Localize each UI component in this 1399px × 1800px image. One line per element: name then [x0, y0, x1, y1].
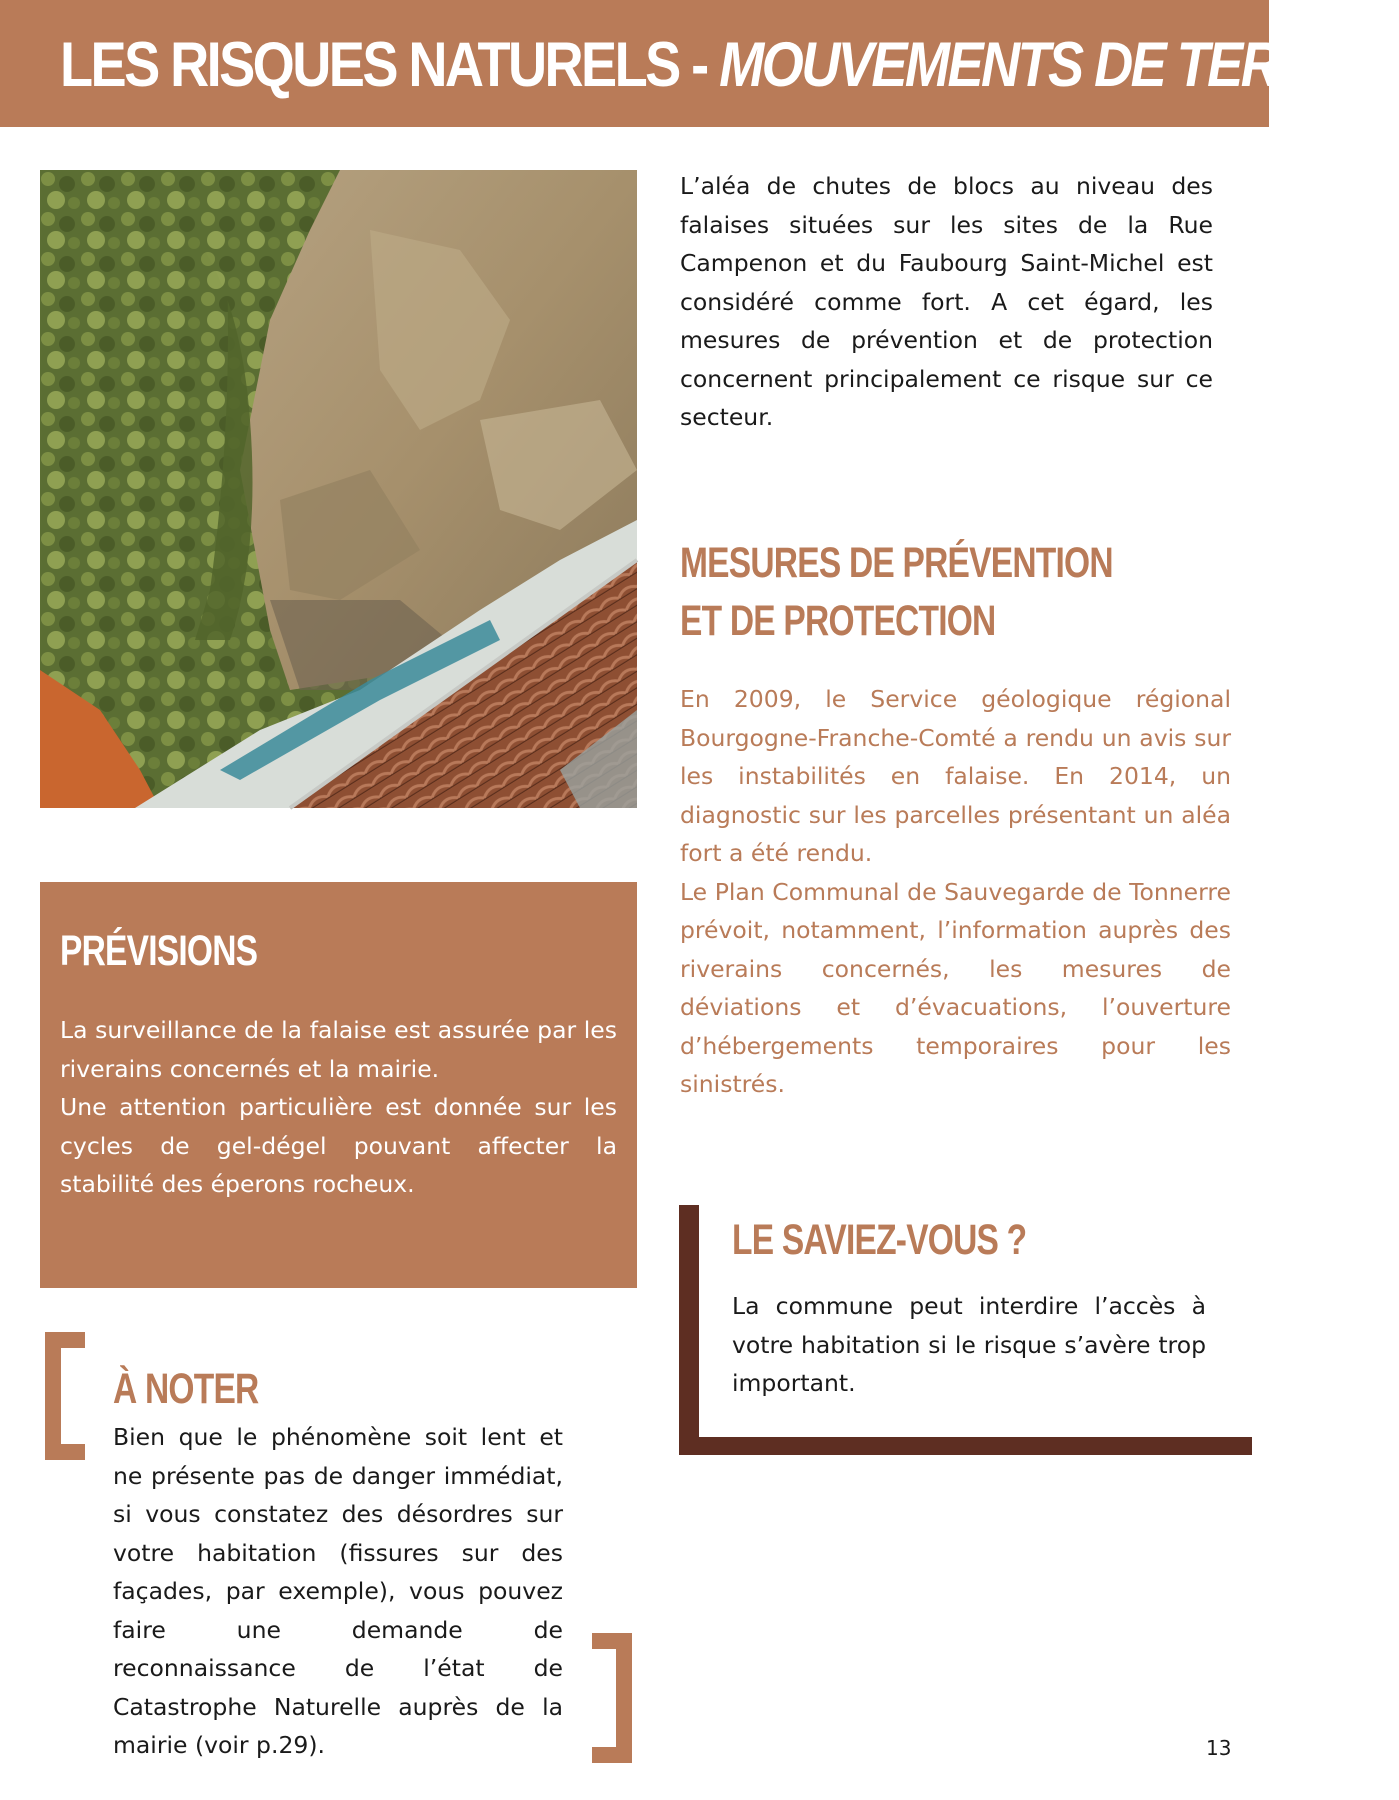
mesures-paragraph-1: En 2009, le Service géologique régional Bourgogne-Franche-Comté a rendu un avis sur les instabilités en falaise. En 2014, un diagnostic sur les parcelles présentant un aléa fort a été rendu. [680, 685, 1231, 867]
cliff-photo [40, 170, 637, 808]
mesures-title-line1: MESURES DE PRÉVENTION [680, 539, 1113, 587]
title-italic: MOUVEMENTS DE TERRAIN [719, 30, 1399, 100]
close-bracket-icon [592, 1633, 632, 1763]
page-header-banner [0, 0, 1399, 127]
previsions-title: PRÉVISIONS [60, 927, 258, 975]
page-number: 13 [1206, 1736, 1232, 1760]
previsions-box [40, 882, 637, 1288]
a-noter-title: À NOTER [113, 1365, 259, 1413]
open-bracket-icon [45, 1332, 85, 1460]
saviez-vous-bracket-horizontal [679, 1437, 1252, 1455]
previsions-paragraph-1: La surveillance de la falaise est assurée par les riverains concernés et la mairie. [60, 1016, 617, 1083]
saviez-vous-text: La commune peut interdire l’accès à votre habitation si le risque s’avère trop important. [732, 1292, 1206, 1397]
intro-paragraph: L’aléa de chutes de blocs au niveau des falaises situées sur les sites de la Rue Campenon et du Faubourg Saint-Michel est considéré comme fort. A cet égard, les mesures de prévention et de protection concernent principalement ce risque sur ce secteur. [680, 172, 1213, 431]
mesures-section-body [680, 680, 1231, 1104]
mesures-title-line2: ET DE PROTECTION [680, 597, 996, 645]
mesures-section-title [680, 534, 1113, 650]
saviez-vous-bracket-vertical [679, 1205, 699, 1455]
previsions-paragraph-2: Une attention particulière est donnée sur les cycles de gel-dégel pouvant affecter la stabilité des éperons rocheux. [60, 1093, 617, 1198]
a-noter-text: Bien que le phénomène soit lent et ne présente pas de danger immédiat, si vous constatez des désordres sur votre habitation (fissures sur des façades, par exemple), vous pouvez faire une demande de reconnaissance de l’état de Catastrophe Naturelle auprès de la mairie (voir p.29). [113, 1423, 563, 1759]
page-title [60, 20, 1399, 110]
title-plain: LES RISQUES NATURELS - [60, 30, 720, 100]
mesures-paragraph-2: Le Plan Communal de Sauvegarde de Tonnerre prévoit, notamment, l’information auprès des riverains concernés, les mesures de déviations et d’évacuations, l’ouverture d’hébergements temporaires pour les sinistrés. [680, 877, 1231, 1098]
saviez-vous-title: LE SAVIEZ-VOUS ? [732, 1216, 1027, 1264]
